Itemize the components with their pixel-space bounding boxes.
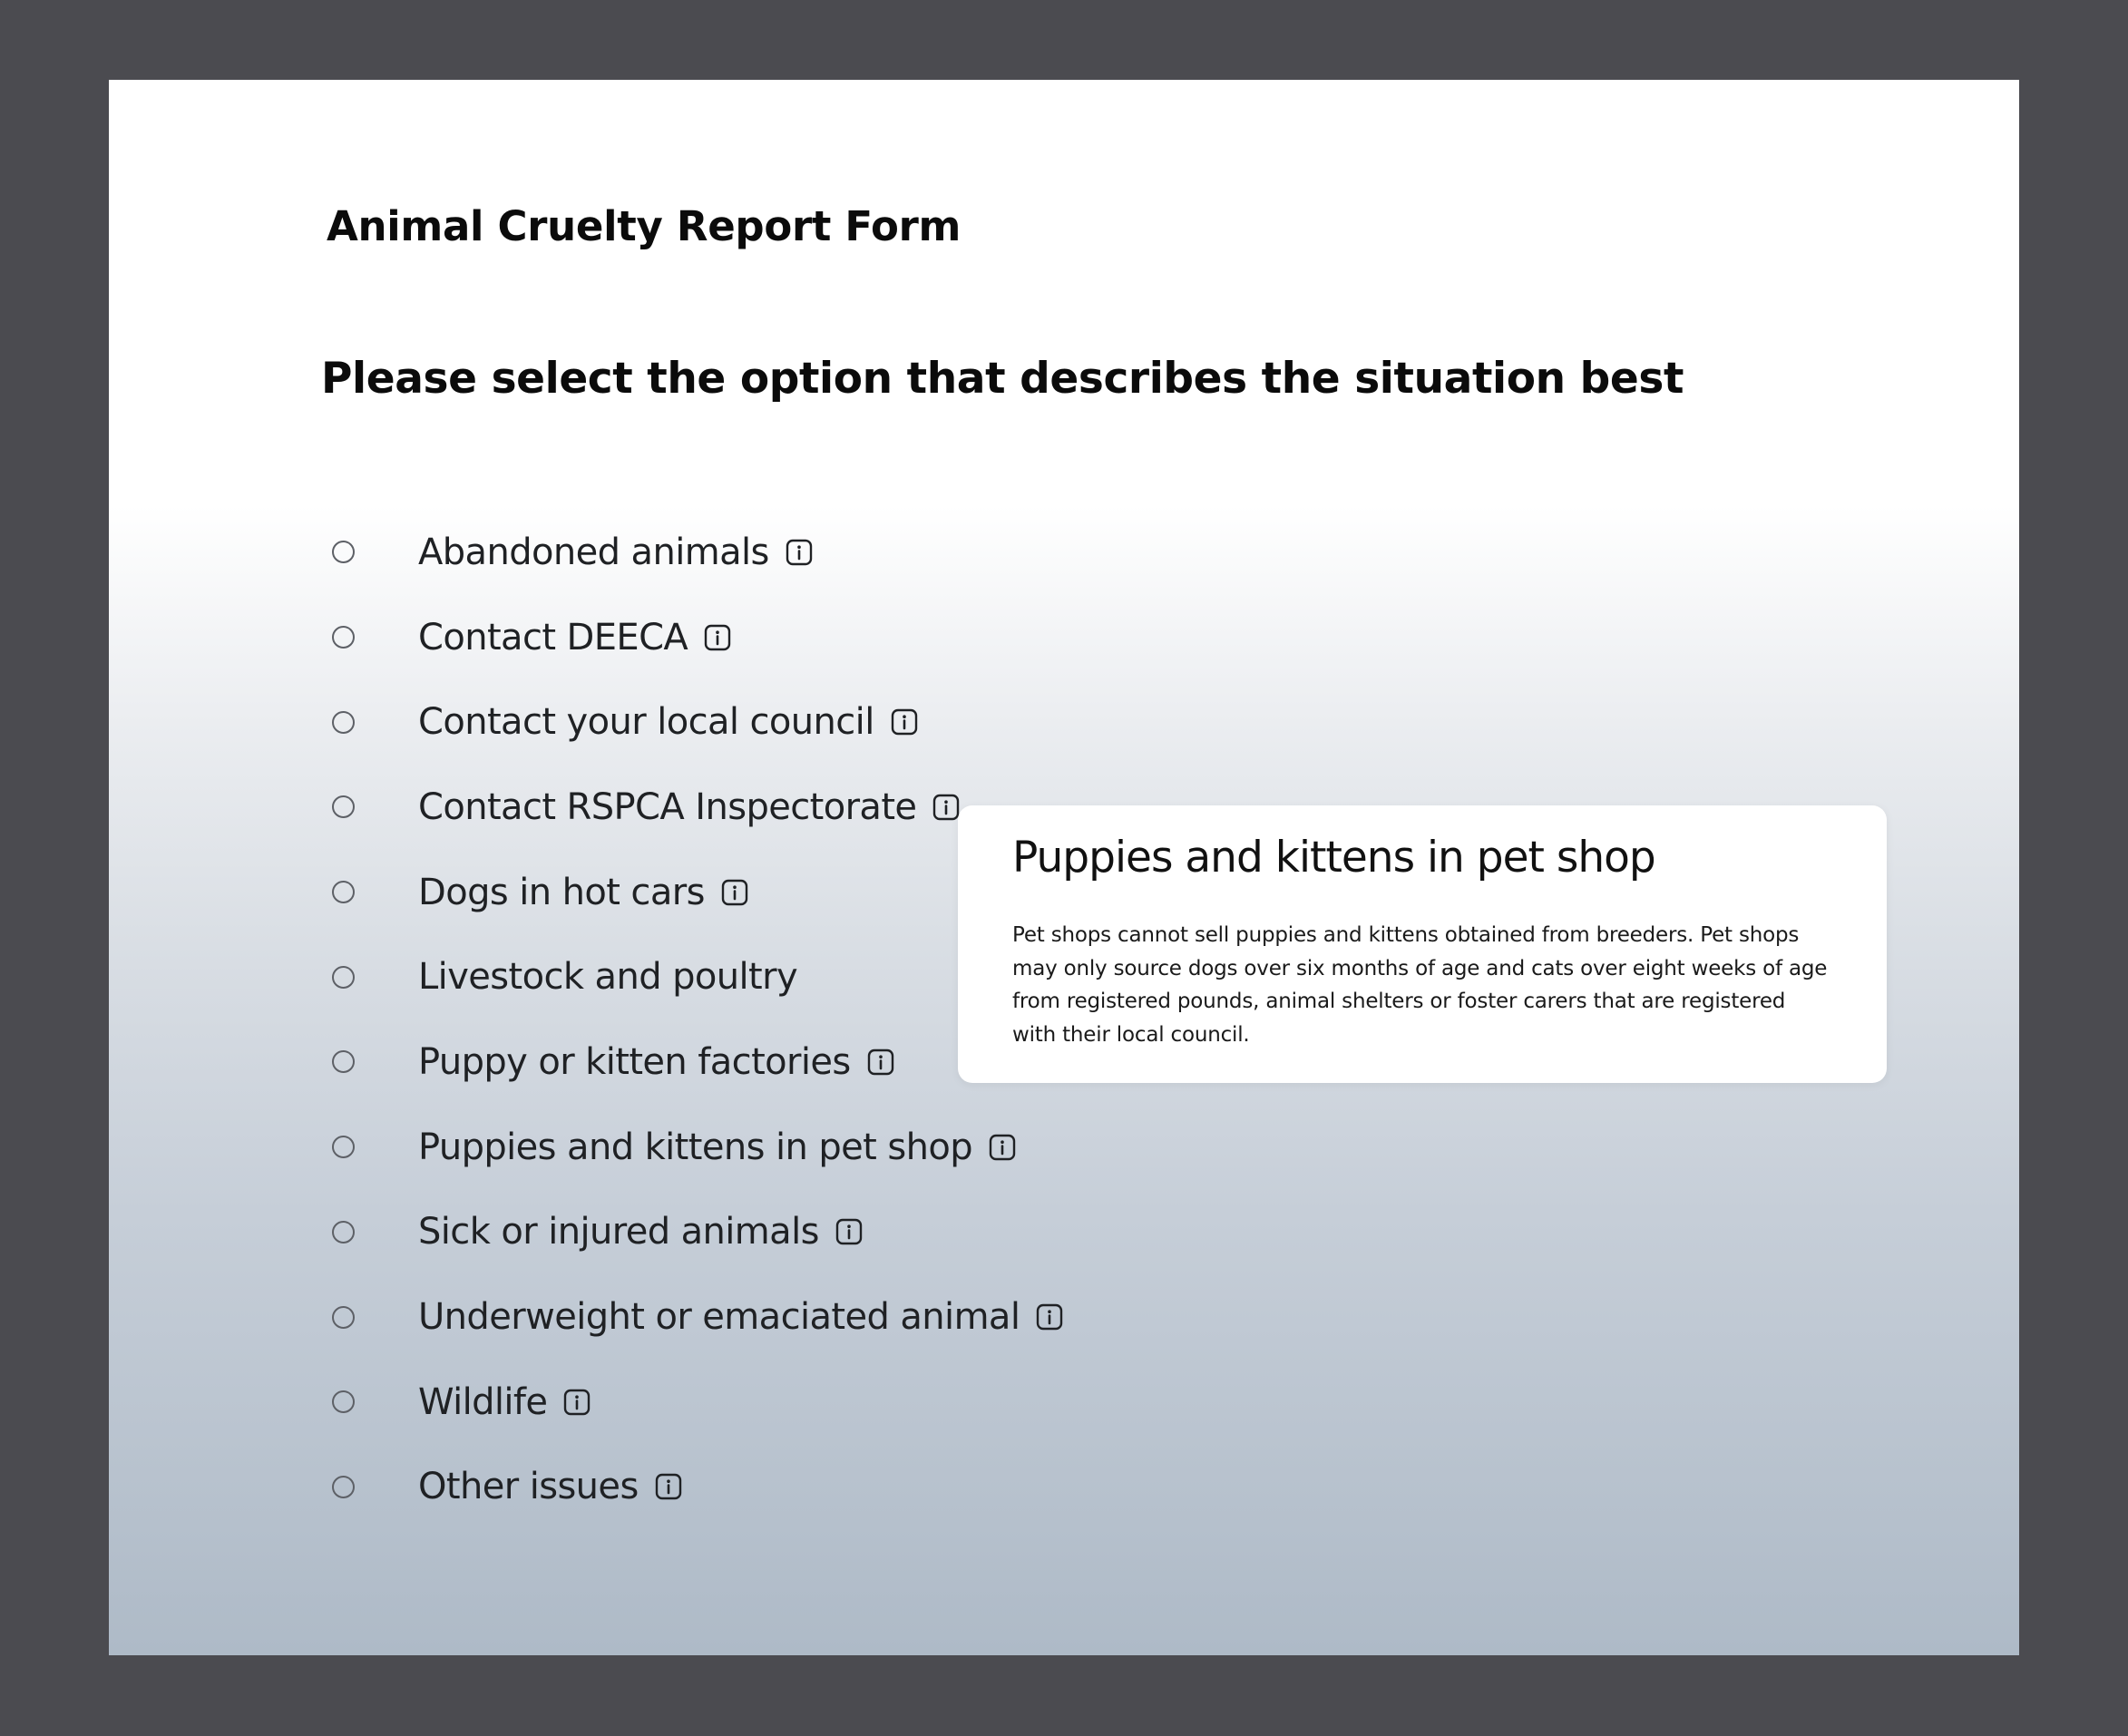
option-sick-injured-animals[interactable]: [332, 1190, 1063, 1275]
info-tooltip: [958, 805, 1887, 1083]
option-label[interactable]: Puppies and kittens in pet shop: [418, 1126, 972, 1168]
info-icon[interactable]: [835, 1218, 863, 1245]
options-radio-group: [332, 510, 1063, 1529]
radio-button[interactable]: [332, 1050, 355, 1073]
option-abandoned-animals[interactable]: [332, 510, 1063, 595]
info-icon[interactable]: [989, 1134, 1016, 1161]
option-label[interactable]: Sick or injured animals: [418, 1211, 819, 1253]
radio-button[interactable]: [332, 1390, 355, 1413]
info-icon[interactable]: [721, 879, 748, 906]
option-dogs-in-hot-cars[interactable]: [332, 850, 1063, 935]
info-icon[interactable]: [867, 1048, 894, 1076]
option-label[interactable]: Other issues: [418, 1466, 639, 1508]
radio-button[interactable]: [332, 1476, 355, 1498]
option-contact-local-council[interactable]: [332, 679, 1063, 765]
option-livestock-and-poultry[interactable]: [332, 934, 1063, 1019]
option-label[interactable]: Wildlife: [418, 1380, 548, 1423]
info-icon[interactable]: [655, 1473, 682, 1500]
radio-button[interactable]: [332, 541, 355, 563]
option-puppy-kitten-factories[interactable]: [332, 1019, 1063, 1105]
option-label[interactable]: Contact DEECA: [418, 616, 688, 658]
radio-button[interactable]: [332, 795, 355, 818]
info-icon[interactable]: [563, 1389, 591, 1416]
tooltip-title: Puppies and kittens in pet shop: [1012, 833, 1655, 883]
form-page: [109, 80, 2019, 1655]
radio-button[interactable]: [332, 711, 355, 734]
option-underweight-emaciated[interactable]: [332, 1274, 1063, 1360]
radio-button[interactable]: [332, 881, 355, 903]
info-icon[interactable]: [891, 708, 918, 736]
option-puppies-kittens-pet-shop[interactable]: [332, 1105, 1063, 1190]
option-label[interactable]: Livestock and poultry: [418, 956, 798, 999]
info-icon[interactable]: [932, 794, 960, 821]
option-other-issues[interactable]: [332, 1445, 1063, 1530]
form-title: Animal Cruelty Report Form: [327, 202, 962, 250]
option-wildlife[interactable]: [332, 1360, 1063, 1445]
option-label[interactable]: Dogs in hot cars: [418, 871, 705, 913]
option-label[interactable]: Underweight or emaciated animal: [418, 1296, 1020, 1339]
option-label[interactable]: Abandoned animals: [418, 531, 769, 573]
radio-button[interactable]: [332, 966, 355, 989]
radio-button[interactable]: [332, 1221, 355, 1243]
radio-button[interactable]: [332, 1306, 355, 1329]
option-label[interactable]: Contact your local council: [418, 701, 874, 744]
option-contact-deeca[interactable]: [332, 595, 1063, 680]
info-icon[interactable]: [1036, 1303, 1063, 1331]
option-label[interactable]: Contact RSPCA Inspectorate: [418, 785, 917, 828]
question-heading: Please select the option that describes the situation best: [321, 354, 1684, 404]
info-icon[interactable]: [786, 539, 813, 566]
info-icon[interactable]: [704, 624, 731, 651]
option-label[interactable]: Puppy or kitten factories: [418, 1040, 851, 1083]
option-contact-rspca-inspectorate[interactable]: [332, 765, 1063, 850]
radio-button[interactable]: [332, 626, 355, 649]
tooltip-body: Pet shops cannot sell puppies and kittens obtained from breeders. Pet shops may only source dogs over six months of age and cats over eight weeks of age from registered pounds, animal shelters or foster carers that are registered with their local council.: [1012, 923, 1828, 1047]
radio-button[interactable]: [332, 1136, 355, 1158]
